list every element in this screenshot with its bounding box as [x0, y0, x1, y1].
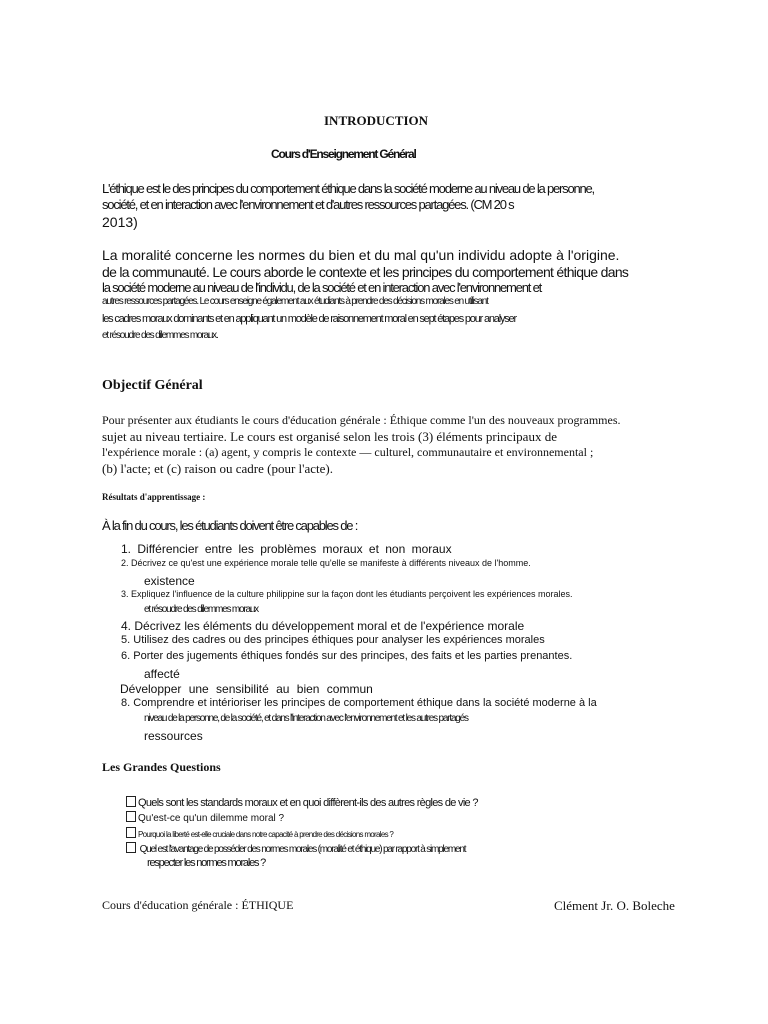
checkbox-icon: [126, 827, 136, 838]
objective-line-3: l'expérience morale : (a) agent, y compris le contexte — culturel, communautaire et environnemental ;: [102, 445, 594, 459]
intro-line-3: 2013): [102, 214, 138, 230]
question-item-3: Pourquoi la liberté est-elle cruciale dans notre capacité à prendre des décisions morales ?: [126, 827, 393, 839]
result-item-6: 6. Porter des jugements éthiques fondés sur des principes, des faits et les parties prenantes.: [121, 650, 573, 662]
result-item-6-cont: affecté: [144, 667, 180, 681]
results-heading: Résultats d'apprentissage :: [102, 492, 206, 502]
checkbox-icon: [126, 796, 136, 807]
result-item-8-cont: niveau de la personne, de la société, et dans l'interaction avec l'environnement et les autres partagés: [144, 713, 468, 724]
result-item-8: 8. Comprendre et intérioriser les principes de comportement éthique dans la société moderne à la: [121, 697, 597, 709]
objective-line-4: (b) l'acte; et (c) raison ou cadre (pour l'acte).: [102, 461, 333, 476]
question-item-4: Quel est l'avantage de posséder des normes morales (moralité et éthique) par rapport à simplement: [126, 842, 465, 855]
result-item-2: 2. Décrivez ce qu'est une expérience morale telle qu'elle se manifeste à différents niveaux de l'homme.: [121, 558, 531, 568]
morality-line-6: et résoudre des dilemmes moraux.: [102, 330, 218, 341]
result-item-3-cont: et résoudre des dilemmes moraux: [144, 604, 258, 615]
morality-line-2: de la communauté. Le cours aborde le contexte et les principes du comportement éthique dans: [102, 264, 629, 280]
question-item-4-cont: respecter les normes morales ?: [147, 857, 266, 869]
result-item-5: 5. Utilisez des cadres ou des principes éthiques pour analyser les expériences morales: [121, 634, 545, 646]
morality-line-5: les cadres moraux dominants et en appliquant un modèle de raisonnement moral en sept étapes pour analyser: [102, 313, 516, 325]
result-item-3: 3. Expliquez l'influence de la culture philippine sur la façon dont les étudiants perçoivent les expériences morales.: [121, 589, 573, 599]
result-item-1: 1. Différencier entre les problèmes moraux et non moraux: [121, 542, 452, 556]
intro-line-1: L'éthique est le des principes du comportement éthique dans la société moderne au niveau de la personne,: [102, 181, 594, 196]
page-title: INTRODUCTION: [324, 113, 429, 128]
intro-line-2: société, et en interaction avec l'environnement et d'autres ressources partagées. (CM 20 s: [102, 197, 514, 212]
footer-course: Cours d'éducation générale : ÉTHIQUE: [102, 898, 294, 912]
objective-heading: Objectif Général: [102, 378, 203, 393]
morality-line-4: autres ressources partagées. Le cours enseigne également aux étudiants à prendre des décisions morales en utilisant: [102, 296, 488, 307]
objective-line-2: sujet au niveau tertiaire. Le cours est organisé selon les trois (3) éléments principaux de: [102, 429, 557, 444]
questions-heading: Les Grandes Questions: [102, 760, 221, 774]
question-item-1: Quels sont les standards moraux et en quoi diffèrent-ils des autres règles de vie ?: [126, 796, 478, 809]
result-item-2-cont: existence: [144, 574, 195, 588]
footer-author: Clément Jr. O. Boleche: [554, 898, 675, 913]
question-item-2: Qu'est-ce qu'un dilemme moral ?: [126, 811, 284, 824]
morality-line-1: La moralité concerne les normes du bien et du mal qu'un individu adopte à l'origine.: [102, 247, 620, 263]
objective-line-1: Pour présenter aux étudiants le cours d'éducation générale : Éthique comme l'un des nouveaux programmes.: [102, 413, 621, 427]
checkbox-icon: [126, 842, 136, 853]
result-item-4: 4. Décrivez les éléments du développement moral et de l'expérience morale: [121, 619, 525, 633]
morality-line-3: la société moderne au niveau de l'individu, de la société et en interaction avec l'environnement et: [102, 280, 542, 295]
checkbox-icon: [126, 811, 136, 822]
result-item-8-cont-2: ressources: [144, 729, 203, 743]
results-intro: À la fin du cours, les étudiants doivent être capables de :: [102, 518, 358, 533]
page-subtitle: Cours d'Enseignement Général: [271, 147, 416, 161]
result-item-7: Développer une sensibilité au bien commun: [120, 682, 373, 696]
